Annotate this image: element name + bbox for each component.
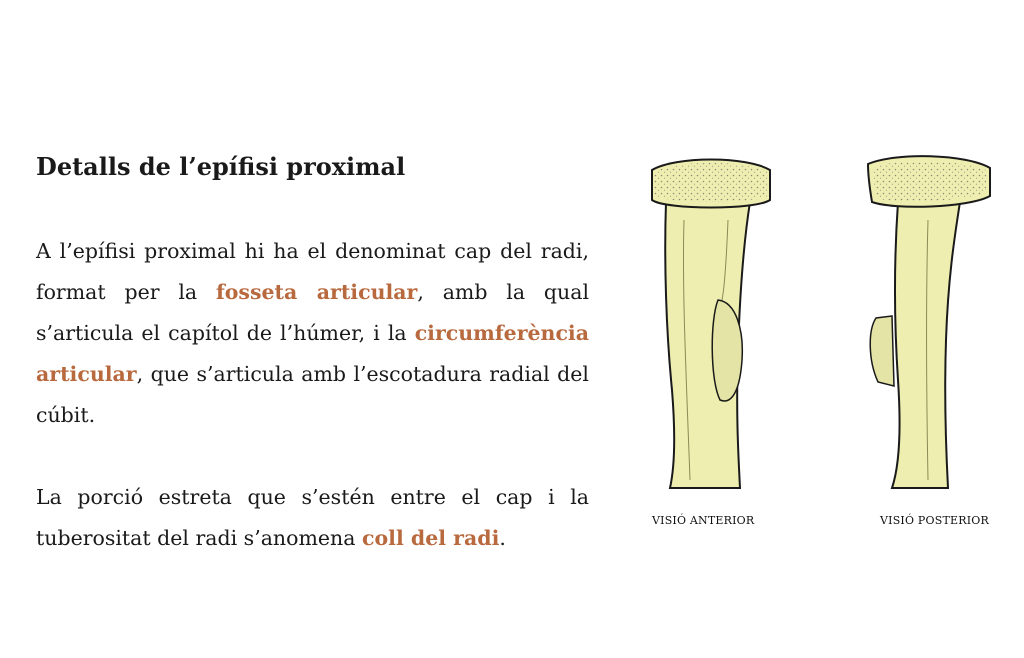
caption-posterior-view: VISIÓ POSTERIOR — [880, 514, 989, 527]
paragraph-radius-neck — [36, 477, 589, 559]
paragraph1-text-1: A l’epífisi proximal hi ha el denominat cap del radi, format per la — [36, 239, 589, 304]
caption-anterior-view: VISIÓ ANTERIOR — [652, 514, 755, 527]
radius-illustration — [636, 150, 1008, 540]
term-coll-del-radi: coll del radi — [362, 526, 500, 550]
anterior-view-bone — [652, 160, 770, 489]
posterior-view-bone — [868, 156, 990, 488]
section-heading: Detalls de l’epífisi proximal — [36, 152, 406, 181]
term-circumferencia-articular: circumferència articular — [36, 321, 589, 386]
term-fosseta-articular: fosseta articular — [215, 280, 418, 304]
paragraph-proximal-epiphysis — [36, 231, 589, 436]
paragraph2-text-2: . — [499, 526, 506, 550]
text-column — [36, 150, 589, 559]
paragraph2-text-1: La porció estreta que s’estén entre el cap i la tuberositat del radi s’anomena — [36, 485, 589, 550]
paragraph1-text-2: , amb la qual s’articula el capítol de l’húmer, i la — [36, 280, 590, 345]
radius-bones-drawing — [636, 150, 1008, 510]
paragraph1-text-3: , que s’articula amb l’escotadura radial del cúbit. — [36, 362, 589, 427]
